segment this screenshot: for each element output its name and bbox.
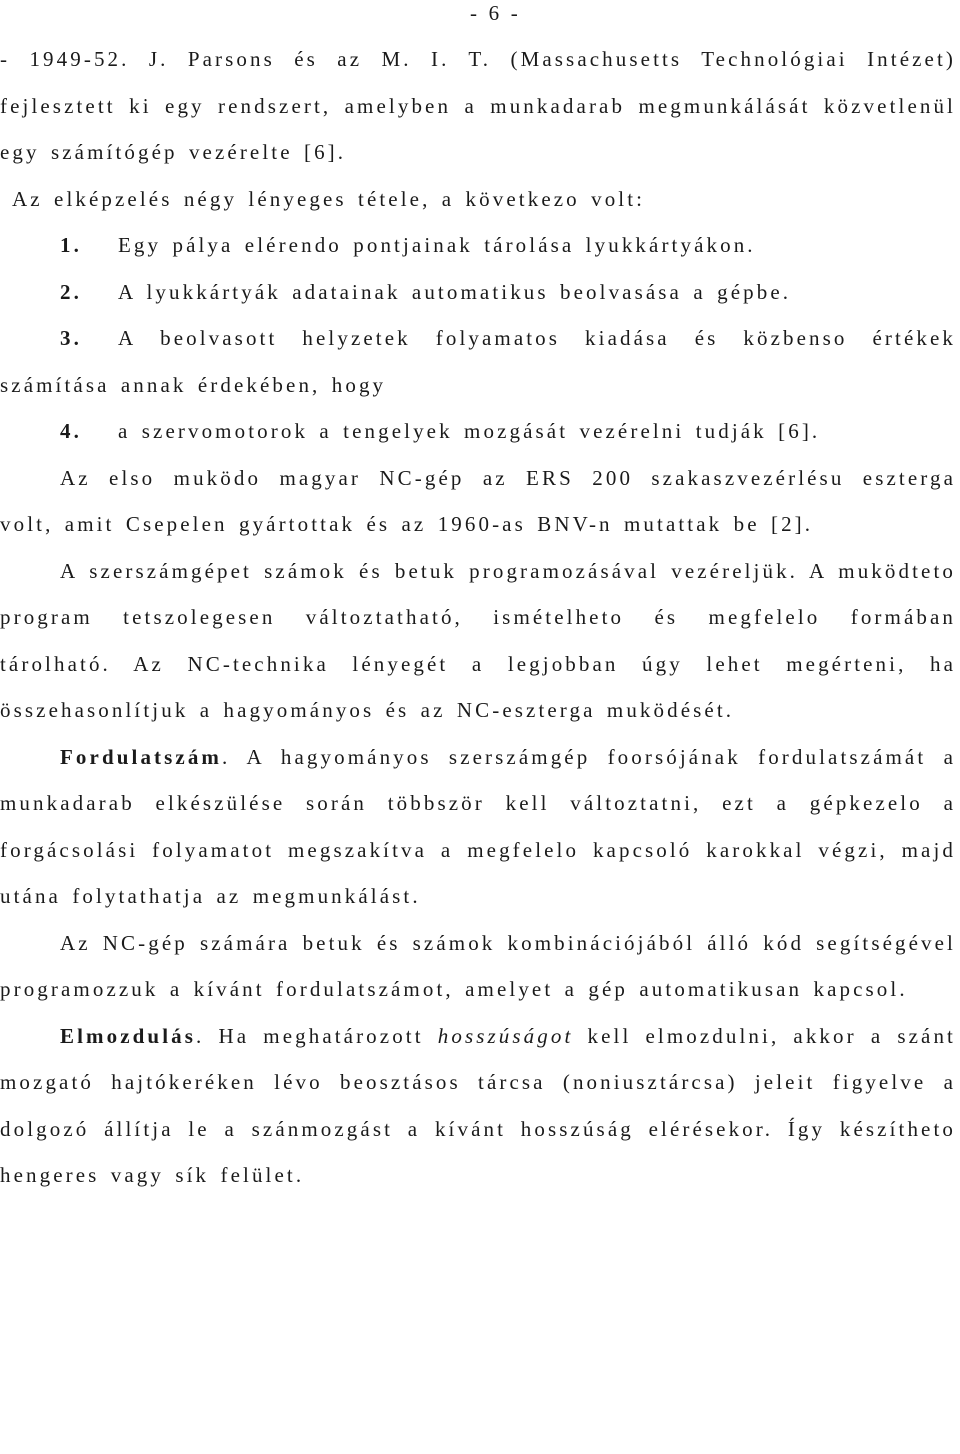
list-item-text: Egy pálya elérendo pontjainak tárolása lyukkártyákon. xyxy=(118,233,756,257)
list-item-number: 3. xyxy=(60,326,82,350)
list-item xyxy=(0,315,956,408)
list-item-number: 1. xyxy=(60,233,82,257)
paragraph-displacement: Elmozdulás. Ha meghatározott hosszúságot kell elmozdulni, akkor a szánt mozgató hajtókeréken lévo beosztásos tárcsa (noniusztárcsa) jeleit figyelve a dolgozó állítja le a szánmozgást a kívánt hosszúság elérésekor. Így készítheto hengeres vagy sík felület. xyxy=(0,1023,956,1187)
paragraph-programming: A szerszámgépet számok és betuk programozásával vezéreljük. A muködteto program tetszolegesen változtatható, ismételheto és megfelelo formában tárolható. Az NC-technika lényegét a legjobban úgy lehet megérteni, ha összehasonlítjuk a hagyományos és az NC-eszterga muködését. xyxy=(0,558,956,722)
list-item-text: a szervomotorok a tengelyek mozgását vezérelni tudják [6]. xyxy=(118,419,821,443)
list-item-text: A beolvasott helyzetek folyamatos kiadása és közbenso értékek számítása annak érdekében, hogy xyxy=(0,326,956,397)
paragraph-history: - 1949-52. J. Parsons és az M. I. T. (Massachusetts Technológiai Intézet) fejlesztett ki egy rendszert, amelyben a munkadarab megmunkálását közvetlenül egy számítógép vezérelte [6]. xyxy=(0,47,956,164)
list-item-number: 4. xyxy=(60,419,82,443)
paragraph-concept-intro: Az elképzelés négy lényeges tétele, a következo volt: xyxy=(12,186,646,211)
list-item xyxy=(0,408,956,455)
page-number: - 6 - xyxy=(470,1,521,25)
list-item xyxy=(0,269,956,316)
emphasis-hosszusagot: hosszúságot xyxy=(437,1023,574,1048)
list-item-text: A lyukkártyák adatainak automatikus beolvasása a gépbe. xyxy=(118,279,792,304)
term-elmozdulas: Elmozdulás xyxy=(60,1023,197,1048)
paragraph-first-nc-machine: Az elso muködo magyar NC-gép az ERS 200 szakaszvezérlésu eszterga volt, amit Csepelen gyártottak és az 1960-as BNV-n mutattak be [2]. xyxy=(0,465,956,536)
list-item xyxy=(0,222,956,269)
term-fordulatszam: Fordulatszám xyxy=(60,744,223,769)
paragraph-nc-code: Az NC-gép számára betuk és számok kombinációjából álló kód segítségével programozzuk a kívánt fordulatszámot, amelyet a gép automatikusan kapcsol. xyxy=(0,930,956,1001)
list-item-number: 2. xyxy=(60,279,82,304)
paragraph-spindle-speed: Fordulatszám. A hagyományos szerszámgép foorsójának fordulatszámát a munkadarab elkészülése során többször kell változtatni, ezt a gépkezelo a forgácsolási folyamatot megszakítva a megfelelo kapcsoló karokkal végzi, majd utána folytathatja az megmunkálást. xyxy=(0,744,956,908)
document-body xyxy=(0,36,956,1199)
